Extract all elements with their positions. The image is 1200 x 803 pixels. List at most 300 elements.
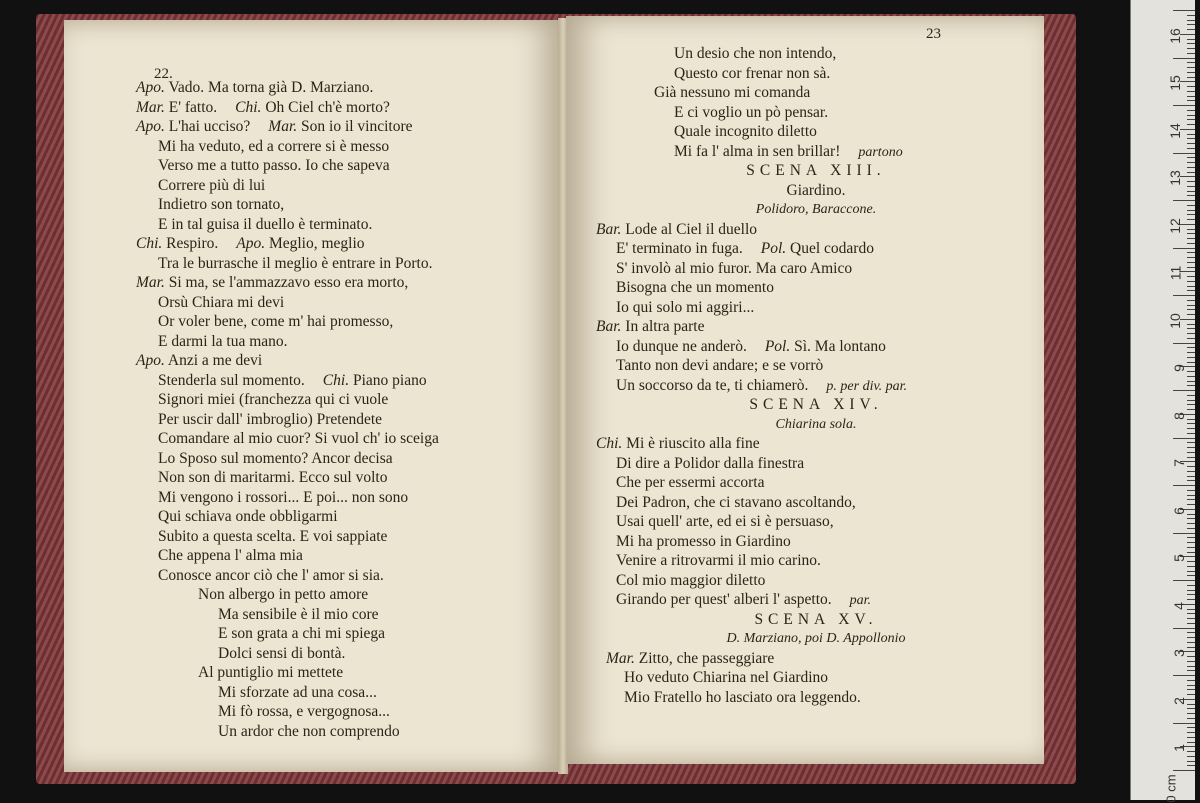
verse-text: Col mio maggior diletto [616, 571, 766, 589]
verse-text: E darmi la tua mano. [158, 332, 288, 350]
verse-text: Tra le burrasche il meglio è entrare in Porto. [158, 254, 433, 272]
text-line [596, 473, 1036, 493]
text-line [136, 488, 556, 508]
ruler-tick [1187, 732, 1195, 733]
ruler-tick [1187, 39, 1195, 40]
ruler-tick [1187, 148, 1195, 149]
text-line [136, 585, 556, 605]
text-line [136, 273, 556, 293]
text-line [136, 117, 556, 137]
speaker-name: Chi. [136, 235, 163, 252]
ruler-tick [1187, 737, 1195, 738]
page-number: 22. [154, 66, 173, 82]
text-line [596, 278, 1036, 298]
ruler-tick [1187, 704, 1195, 705]
ruler-tick [1187, 632, 1195, 633]
ruler-tick [1173, 10, 1195, 11]
text-line [136, 507, 556, 527]
verse-text: Che per essermi accorta [616, 474, 765, 491]
speaker-name: Bar. [596, 220, 622, 238]
measuring-ruler [1130, 0, 1195, 803]
stage-direction: partono [858, 144, 903, 160]
ruler-tick [1187, 191, 1195, 192]
text-line [136, 390, 556, 410]
text-line [136, 137, 556, 157]
ruler-tick [1187, 423, 1195, 424]
verse-text: Mi ha veduto, ed a correre si è messo [158, 137, 390, 155]
ruler-number: 11 [1167, 265, 1184, 281]
ruler-tick [1187, 495, 1195, 496]
page-number: 23 [926, 26, 941, 42]
verse-text: Orsù Chiara mi devi [158, 293, 285, 311]
text-line [136, 527, 556, 547]
ruler-number: 15 [1167, 75, 1184, 91]
text-line [596, 356, 1036, 376]
verse-text: Che appena l' alma mia [158, 547, 303, 564]
ruler-tick [1187, 219, 1195, 220]
ruler-tick [1173, 580, 1195, 581]
ruler-tick [1187, 590, 1195, 591]
ruler-tick [1187, 210, 1195, 211]
text-line [136, 546, 556, 566]
ruler-tick [1187, 267, 1195, 268]
ruler-tick [1187, 376, 1195, 377]
verse-text: Subito a questa scelta. E voi sappiate [158, 527, 388, 545]
ruler-tick [1187, 457, 1195, 458]
speaker-name: Apo. [136, 118, 165, 135]
ruler-tick [1173, 675, 1195, 676]
speaker-name: Pol. [764, 337, 791, 355]
ruler-tick [1187, 504, 1195, 505]
verse-text: Respiro. [166, 235, 219, 252]
ruler-tick [1187, 751, 1195, 752]
ruler-number: 13 [1167, 170, 1184, 186]
ruler-tick [1187, 599, 1195, 600]
right-page [566, 16, 1044, 764]
ruler-tick [1187, 238, 1195, 239]
ruler-tick [1187, 134, 1195, 135]
verse-text: Venire a ritrovarmi il mio carino. [616, 552, 821, 569]
ruler-tick [1187, 618, 1195, 619]
ruler-tick [1187, 609, 1195, 610]
ruler-tick [1187, 91, 1195, 92]
ruler-tick [1187, 195, 1195, 196]
text-line [136, 371, 556, 391]
text-line [596, 668, 1036, 688]
verse-text: Mi fò rossa, e vergognosa... [218, 703, 390, 720]
ruler-tick [1187, 371, 1195, 372]
ruler-tick [1187, 357, 1195, 358]
ruler-tick [1187, 48, 1195, 49]
speaker-name: Apo. [136, 352, 165, 369]
ruler-tick [1187, 552, 1195, 553]
scene-heading: SCENA XV. [754, 610, 878, 628]
ruler-tick [1187, 727, 1195, 728]
text-line [136, 254, 556, 274]
text-line [136, 98, 556, 118]
verse-text: Al puntiglio mi mettete [198, 664, 344, 681]
ruler-tick [1187, 637, 1195, 638]
scene-characters: Chiarina sola. [775, 416, 857, 432]
ruler-tick [1187, 110, 1195, 111]
verse-text: Mi ha promesso in Giardino [616, 532, 791, 550]
ruler-tick [1187, 689, 1195, 690]
ruler-tick [1187, 571, 1195, 572]
verse-text: Conosce ancor ciò che l' amor si sia. [158, 566, 384, 584]
text-line [136, 566, 556, 586]
ruler-tick [1173, 248, 1195, 249]
verse-text: Vado. Ma torna già D. Marziano. [168, 79, 374, 96]
verse-text: Mi sforzate ad una cosa... [218, 683, 377, 701]
verse-text: Io qui solo mi aggiri... [616, 298, 755, 316]
ruler-tick [1187, 186, 1195, 187]
ruler-tick [1187, 575, 1195, 576]
ruler-number: 8 [1171, 411, 1188, 420]
ruler-tick [1173, 533, 1195, 534]
ruler-tick [1187, 252, 1195, 253]
verse-text: Zitto, che passeggiare [638, 649, 775, 667]
verse-text: Mi è riuscito alla fine [626, 435, 760, 452]
ruler-tick [1187, 452, 1195, 453]
text-line [596, 512, 1036, 532]
verse-text: E' fatto. [168, 98, 218, 116]
ruler-tick [1187, 24, 1195, 25]
verse-text: Si ma, se l'ammazzavo esso era morto, [168, 274, 409, 291]
ruler-tick [1173, 628, 1195, 629]
ruler-tick [1187, 143, 1195, 144]
ruler-tick [1187, 499, 1195, 500]
verse-text: S' involò al mio furor. Ma caro Amico [616, 259, 853, 277]
ruler-tick [1187, 72, 1195, 73]
ruler-tick [1187, 77, 1195, 78]
text-line [596, 103, 1036, 123]
text-line [136, 234, 556, 254]
verse-text: Dei Padron, che ci stavano ascoltando, [616, 493, 856, 511]
verse-text: Tanto non devi andare; e se vorrò [616, 357, 824, 374]
verse-text: Qui schiava onde obbligarmi [158, 508, 338, 525]
verse-text: L'hai ucciso? [168, 118, 251, 135]
ruler-tick [1173, 770, 1195, 771]
ruler-tick [1187, 708, 1195, 709]
verse-text: Stenderla sul momento. [158, 371, 305, 389]
ruler-tick [1187, 442, 1195, 443]
ruler-tick [1187, 100, 1195, 101]
text-line [596, 142, 1036, 162]
speaker-name: Apo. [136, 79, 165, 96]
text-line [596, 239, 1036, 259]
ruler-tick [1187, 623, 1195, 624]
ruler-tick [1187, 680, 1195, 681]
ruler-tick [1187, 119, 1195, 120]
ruler-tick [1187, 765, 1195, 766]
ruler-tick [1187, 647, 1195, 648]
text-line [596, 649, 1036, 669]
verse-text: Oh Ciel ch'è morto? [265, 98, 390, 116]
text-line [136, 624, 556, 644]
ruler-tick [1187, 670, 1195, 671]
verse-text: Già nessuno mi comanda [654, 84, 811, 101]
verse-text: Per uscir dall' imbroglio) Pretendete [158, 410, 383, 428]
verse-text: Mi vengono i rossori... E poi... non sono [158, 488, 409, 506]
text-line [136, 78, 556, 98]
ruler-tick [1187, 286, 1195, 287]
ruler-tick [1187, 96, 1195, 97]
ruler-tick [1187, 523, 1195, 524]
ruler-tick [1187, 476, 1195, 477]
verse-text: Signori miei (franchezza qui ci vuole [158, 391, 389, 408]
speaker-name: Bar. [596, 318, 622, 335]
ruler-tick [1187, 181, 1195, 182]
ruler-tick [1187, 115, 1195, 116]
verse-text: Di dire a Polidor dalla finestra [616, 454, 805, 472]
ruler-tick [1173, 723, 1195, 724]
ruler-tick [1187, 347, 1195, 348]
text-line [136, 351, 556, 371]
ruler-tick [1187, 466, 1195, 467]
verse-text: Dolci sensi di bontà. [218, 644, 346, 662]
ruler-tick [1187, 257, 1195, 258]
ruler-tick [1187, 561, 1195, 562]
text-line [596, 571, 1036, 591]
text-line [596, 337, 1036, 357]
ruler-number: 6 [1171, 506, 1188, 515]
speaker-name: Apo. [236, 235, 266, 252]
ruler-tick [1187, 309, 1195, 310]
text-line [136, 468, 556, 488]
ruler-tick [1173, 343, 1195, 344]
verse-text: E son grata a chi mi spiega [218, 625, 386, 642]
ruler-tick [1173, 58, 1195, 59]
verse-text: In altra parte [625, 318, 705, 335]
ruler-number: 16 [1167, 27, 1184, 44]
ruler-tick [1187, 20, 1195, 21]
ruler-tick [1187, 537, 1195, 538]
ruler-tick [1187, 233, 1195, 234]
ruler-unit-label: 0 cm [1163, 774, 1179, 803]
speaker-name: Mar. [136, 274, 165, 291]
ruler-tick [1187, 471, 1195, 472]
ruler-number: 10 [1167, 312, 1184, 329]
verse-text: Meglio, meglio [268, 235, 365, 252]
scene-characters: D. Marziano, poi D. Appollonio [726, 631, 906, 646]
speaker-name: Pol. [760, 240, 787, 257]
ruler-tick [1187, 447, 1195, 448]
ruler-tick [1187, 385, 1195, 386]
ruler-tick [1187, 229, 1195, 230]
stage-direction: p. per div. par. [826, 378, 908, 394]
speaker-name: Mar. [136, 98, 165, 116]
ruler-tick [1187, 43, 1195, 44]
text-line [596, 532, 1036, 552]
text-line [136, 156, 556, 176]
ruler-tick [1187, 29, 1195, 30]
verse-text: Ho veduto Chiarina nel Giardino [624, 669, 829, 686]
ruler-tick [1187, 613, 1195, 614]
ruler-tick [1187, 409, 1195, 410]
ruler-number: 14 [1167, 122, 1184, 139]
verse-text: Sì. Ma lontano [794, 337, 886, 355]
text-line [596, 454, 1036, 474]
ruler-tick [1187, 172, 1195, 173]
verse-text: Usai quell' arte, ed ei si è persuaso, [616, 513, 834, 530]
ruler-tick [1187, 518, 1195, 519]
verse-text: Or voler bene, come m' hai promesso, [158, 313, 394, 330]
text-line [596, 64, 1036, 84]
ruler-tick [1173, 295, 1195, 296]
text-line [596, 590, 1036, 610]
ruler-tick [1187, 338, 1195, 339]
ruler-tick [1187, 585, 1195, 586]
ruler-tick [1187, 15, 1195, 16]
ruler-tick [1187, 86, 1195, 87]
verse-text: Questo cor frenar non sà. [674, 64, 831, 82]
ruler-number: 1 [1171, 744, 1188, 752]
speaker-name: Chi. [235, 98, 262, 116]
verse-text: Comandare al mio cuor? Si vuol ch' io sceiga [158, 430, 439, 447]
ruler-tick [1187, 162, 1195, 163]
ruler-tick [1173, 438, 1195, 439]
text-line [596, 493, 1036, 513]
ruler-tick [1187, 328, 1195, 329]
text-line [596, 259, 1036, 279]
ruler-tick [1187, 352, 1195, 353]
ruler-tick [1187, 404, 1195, 405]
ruler-tick [1173, 105, 1195, 106]
verse-text: Mi fa l' alma in sen brillar! [674, 142, 841, 160]
ruler-tick [1187, 713, 1195, 714]
text-line [136, 293, 556, 313]
ruler-tick [1187, 67, 1195, 68]
scene-heading: SCENA XIV. [749, 396, 883, 413]
stage-direction: par. [849, 593, 872, 608]
ruler-tick [1187, 305, 1195, 306]
ruler-tick [1187, 157, 1195, 158]
ruler-tick [1187, 756, 1195, 757]
ruler-tick [1187, 742, 1195, 743]
ruler-tick [1187, 276, 1195, 277]
verse-text: Lode al Ciel il duello [625, 220, 758, 238]
ruler-tick [1187, 214, 1195, 215]
verse-text: Verso me a tutto passo. Io che sapeva [158, 157, 390, 174]
ruler-tick [1187, 53, 1195, 54]
ruler-tick [1187, 594, 1195, 595]
ruler-tick [1187, 138, 1195, 139]
verse-text: Quel codardo [790, 240, 874, 257]
text-line [596, 551, 1036, 571]
verse-text: Anzi a me devi [167, 352, 263, 369]
ruler-number: 12 [1167, 217, 1184, 234]
speaker-name: Mar. [268, 118, 298, 135]
ruler-tick [1187, 718, 1195, 719]
ruler-tick [1187, 685, 1195, 686]
verse-text: E ci voglio un pò pensar. [674, 103, 829, 121]
ruler-tick [1187, 314, 1195, 315]
ruler-tick [1187, 480, 1195, 481]
text-line [136, 449, 556, 469]
speaker-name: Chi. [322, 371, 350, 389]
verse-text: Indietro son tornato, [158, 196, 285, 213]
verse-text: Son io il vincitore [301, 118, 413, 135]
verse-text: Girando per quest' alberi l' aspetto. [616, 591, 832, 608]
ruler-tick [1187, 205, 1195, 206]
verse-text: Correre più di lui [158, 176, 266, 194]
ruler-tick [1187, 400, 1195, 401]
ruler-tick [1187, 395, 1195, 396]
text-line [136, 429, 556, 449]
text-line [596, 317, 1036, 337]
ruler-number: 5 [1171, 554, 1188, 562]
ruler-tick [1187, 243, 1195, 244]
ruler-tick [1187, 661, 1195, 662]
ruler-tick [1187, 290, 1195, 291]
ruler-tick [1187, 761, 1195, 762]
text-line [136, 663, 556, 683]
scene-heading: SCENA XIII. [746, 162, 886, 179]
ruler-tick [1187, 642, 1195, 643]
verse-text: Io dunque ne anderò. [616, 337, 747, 355]
ruler-tick [1187, 333, 1195, 334]
text-line [136, 195, 556, 215]
verse-text: Un ardor che non comprendo [218, 722, 400, 740]
text-line [596, 122, 1036, 142]
ruler-tick [1173, 390, 1195, 391]
left-page-text [136, 78, 556, 741]
verse-text: Non son di maritarmi. Ecco sul volto [158, 469, 388, 486]
text-line [136, 605, 556, 625]
text-line [136, 683, 556, 703]
ruler-tick [1187, 694, 1195, 695]
text-line [136, 410, 556, 430]
verse-text: Mio Fratello ho lasciato ora leggendo. [624, 688, 861, 706]
ruler-number: 7 [1171, 459, 1188, 467]
text-line [596, 298, 1036, 318]
verse-text: E in tal guisa il duello è terminato. [158, 215, 373, 233]
verse-text: Un soccorso da te, ti chiamerò. [616, 376, 809, 394]
left-page [64, 20, 562, 772]
text-line [596, 376, 1036, 396]
verse-text: Piano piano [352, 371, 427, 389]
text-line [136, 176, 556, 196]
ruler-tick [1187, 428, 1195, 429]
text-line [136, 215, 556, 235]
ruler-tick [1187, 124, 1195, 125]
verse-text: Lo Sposo sul momento? Ancor decisa [158, 449, 393, 467]
ruler-tick [1173, 200, 1195, 201]
ruler-tick [1187, 490, 1195, 491]
ruler-tick [1187, 324, 1195, 325]
ruler-tick [1173, 485, 1195, 486]
ruler-tick [1187, 62, 1195, 63]
ruler-tick [1187, 656, 1195, 657]
ruler-tick [1187, 167, 1195, 168]
text-line [596, 44, 1036, 64]
ruler-number: 2 [1171, 696, 1188, 705]
verse-text: Ma sensibile è il mio core [218, 605, 379, 623]
ruler-tick [1187, 300, 1195, 301]
text-line [136, 644, 556, 664]
scene-characters: Polidoro, Baraccone. [755, 202, 877, 217]
ruler-tick [1187, 281, 1195, 282]
verse-text: Bisogna che un momento [616, 279, 774, 296]
ruler-number: 3 [1171, 649, 1188, 657]
right-page-text [596, 44, 1036, 707]
text-line [596, 688, 1036, 708]
ruler-tick [1187, 666, 1195, 667]
verse-text: E' terminato in fuga. [616, 240, 743, 257]
text-line [136, 332, 556, 352]
text-line [596, 83, 1036, 103]
ruler-tick [1187, 528, 1195, 529]
